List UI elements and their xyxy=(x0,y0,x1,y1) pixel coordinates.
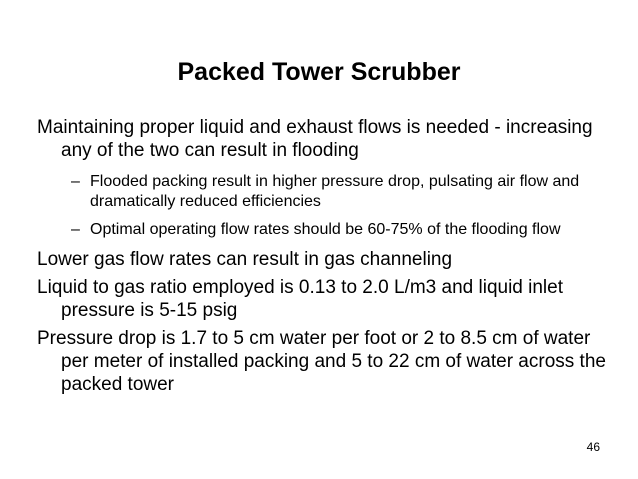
sub-bullet-item xyxy=(37,172,617,212)
slide-title: Packed Tower Scrubber xyxy=(177,58,461,86)
bullet-item: Pressure drop is 1.7 to 5 cm water per foot or 2 to 8.5 cm of water per meter of installed packing and 5 to 22 cm of water across the packed tower xyxy=(37,328,606,395)
sub-bullet-text: Optimal operating flow rates should be 60-75% of the flooding flow xyxy=(90,221,561,238)
bullet-item: Maintaining proper liquid and exhaust flows is needed - increasing any of the two can result in flooding xyxy=(37,117,593,161)
sub-bullet-text: Flooded packing result in higher pressure drop, pulsating air flow and dramatically reduced efficiencies xyxy=(90,173,580,210)
bullet-list xyxy=(37,116,617,401)
bullet-item: Liquid to gas ratio employed is 0.13 to 2.0 L/m3 and liquid inlet pressure is 5-15 psig xyxy=(37,277,563,321)
bullet-item: Lower gas flow rates can result in gas channeling xyxy=(37,249,453,270)
dash-bullet: – xyxy=(71,221,80,238)
page-number: 46 xyxy=(586,440,600,454)
dash-bullet: – xyxy=(71,173,80,190)
sub-bullet-item xyxy=(37,220,617,240)
